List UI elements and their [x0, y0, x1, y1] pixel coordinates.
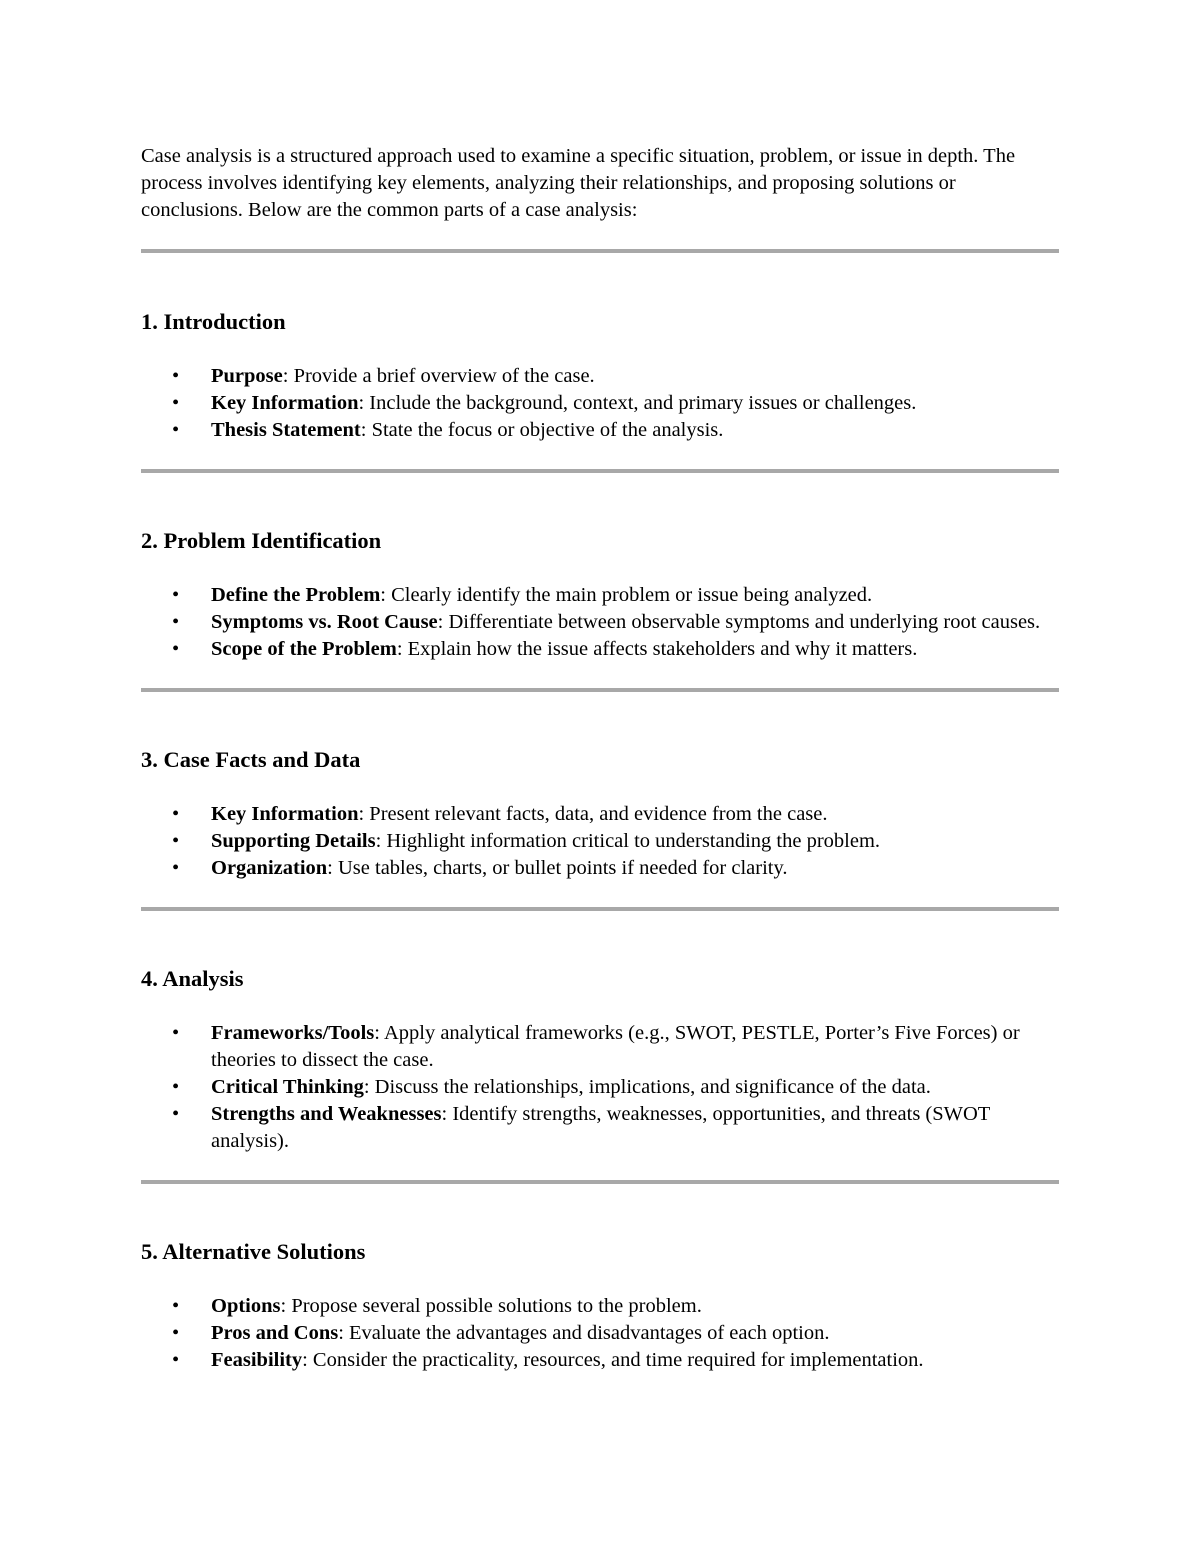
divider — [141, 469, 1059, 473]
bullet-list — [141, 1020, 1059, 1155]
list-item — [141, 636, 1059, 663]
item-desc: : Discuss the relationships, implications, and significance of the data. — [363, 1076, 931, 1098]
bullet-icon: • — [172, 1103, 180, 1125]
list-item — [141, 801, 1059, 828]
item-term: Supporting Details — [211, 830, 376, 852]
item-desc: : Apply analytical frameworks (e.g., SWOT, PESTLE, Porter’s Five Forces) or theories to dissect the case. — [211, 1022, 1020, 1071]
section-introduction — [141, 308, 1059, 444]
bullet-icon: • — [172, 1076, 180, 1098]
bullet-icon: • — [172, 611, 180, 633]
item-desc: : Clearly identify the main problem or issue being analyzed. — [380, 584, 873, 606]
item-desc: : State the focus or objective of the analysis. — [360, 419, 724, 441]
section-heading: 4. Analysis — [141, 966, 244, 991]
bullet-icon: • — [172, 365, 180, 387]
divider — [141, 249, 1059, 253]
item-term: Thesis Statement — [211, 419, 361, 441]
bullet-icon: • — [172, 1349, 180, 1371]
intro-paragraph: Case analysis is a structured approach used to examine a specific situation, problem, or issue in depth. The process involves identifying key elements, analyzing their relationships, and proposing solutions or conclusions. Below are the common parts of a case analysis: — [141, 145, 1016, 221]
item-term: Symptoms vs. Root Cause — [211, 611, 438, 633]
section-case-facts — [141, 746, 1059, 882]
item-desc: : Include the background, context, and primary issues or challenges. — [358, 392, 917, 414]
section-heading: 5. Alternative Solutions — [141, 1239, 366, 1264]
bullet-icon: • — [172, 1022, 180, 1044]
item-desc: : Provide a brief overview of the case. — [282, 365, 595, 387]
divider — [141, 1180, 1059, 1184]
item-term: Options — [211, 1295, 281, 1317]
list-item — [141, 582, 1059, 609]
item-desc: : Propose several possible solutions to the problem. — [280, 1295, 702, 1317]
section-alternative-solutions — [141, 1238, 1059, 1374]
item-term: Pros and Cons — [211, 1322, 339, 1344]
bullet-list — [141, 1293, 1059, 1374]
item-term: Scope of the Problem — [211, 638, 397, 660]
list-item — [141, 363, 1059, 390]
bullet-icon: • — [172, 419, 180, 441]
item-term: Key Information — [211, 392, 359, 414]
item-term: Organization — [211, 857, 328, 879]
section-heading: 1. Introduction — [141, 309, 286, 334]
bullet-icon: • — [172, 803, 180, 825]
bullet-icon: • — [172, 584, 180, 606]
section-problem-identification — [141, 527, 1059, 663]
bullet-icon: • — [172, 1322, 180, 1344]
bullet-icon: • — [172, 1295, 180, 1317]
list-item — [141, 1074, 1059, 1101]
item-term: Feasibility — [211, 1349, 303, 1371]
bullet-icon: • — [172, 638, 180, 660]
item-term: Define the Problem — [211, 584, 381, 606]
divider — [141, 688, 1059, 692]
section-heading: 3. Case Facts and Data — [141, 747, 361, 772]
list-item — [141, 1347, 1059, 1374]
list-item — [141, 855, 1059, 882]
list-item — [141, 390, 1059, 417]
list-item — [141, 417, 1059, 444]
bullet-list — [141, 363, 1059, 444]
section-analysis — [141, 965, 1059, 1155]
item-desc: : Identify strengths, weaknesses, opportunities, and threats (SWOT analysis). — [211, 1103, 990, 1152]
list-item — [141, 1101, 1059, 1155]
bullet-list — [141, 801, 1059, 882]
item-term: Frameworks/Tools — [211, 1022, 375, 1044]
item-desc: : Consider the practicality, resources, and time required for implementation. — [302, 1349, 924, 1371]
bullet-icon: • — [172, 392, 180, 414]
item-desc: : Highlight information critical to understanding the problem. — [375, 830, 881, 852]
bullet-icon: • — [172, 857, 180, 879]
bullet-list — [141, 582, 1059, 663]
item-desc: : Evaluate the advantages and disadvantages of each option. — [338, 1322, 830, 1344]
item-desc: : Present relevant facts, data, and evidence from the case. — [358, 803, 828, 825]
divider — [141, 907, 1059, 911]
item-term: Strengths and Weaknesses — [211, 1103, 442, 1125]
item-term: Key Information — [211, 803, 359, 825]
list-item — [141, 609, 1059, 636]
list-item — [141, 1293, 1059, 1320]
item-term: Purpose — [211, 365, 283, 387]
bullet-icon: • — [172, 830, 180, 852]
list-item — [141, 828, 1059, 855]
list-item — [141, 1020, 1059, 1074]
document-page — [141, 143, 1059, 1374]
item-desc: : Use tables, charts, or bullet points if needed for clarity. — [327, 857, 788, 879]
list-item — [141, 1320, 1059, 1347]
item-desc: : Explain how the issue affects stakeholders and why it matters. — [396, 638, 918, 660]
section-heading: 2. Problem Identification — [141, 528, 382, 553]
item-desc: : Differentiate between observable symptoms and underlying root causes. — [437, 611, 1041, 633]
item-term: Critical Thinking — [211, 1076, 364, 1098]
